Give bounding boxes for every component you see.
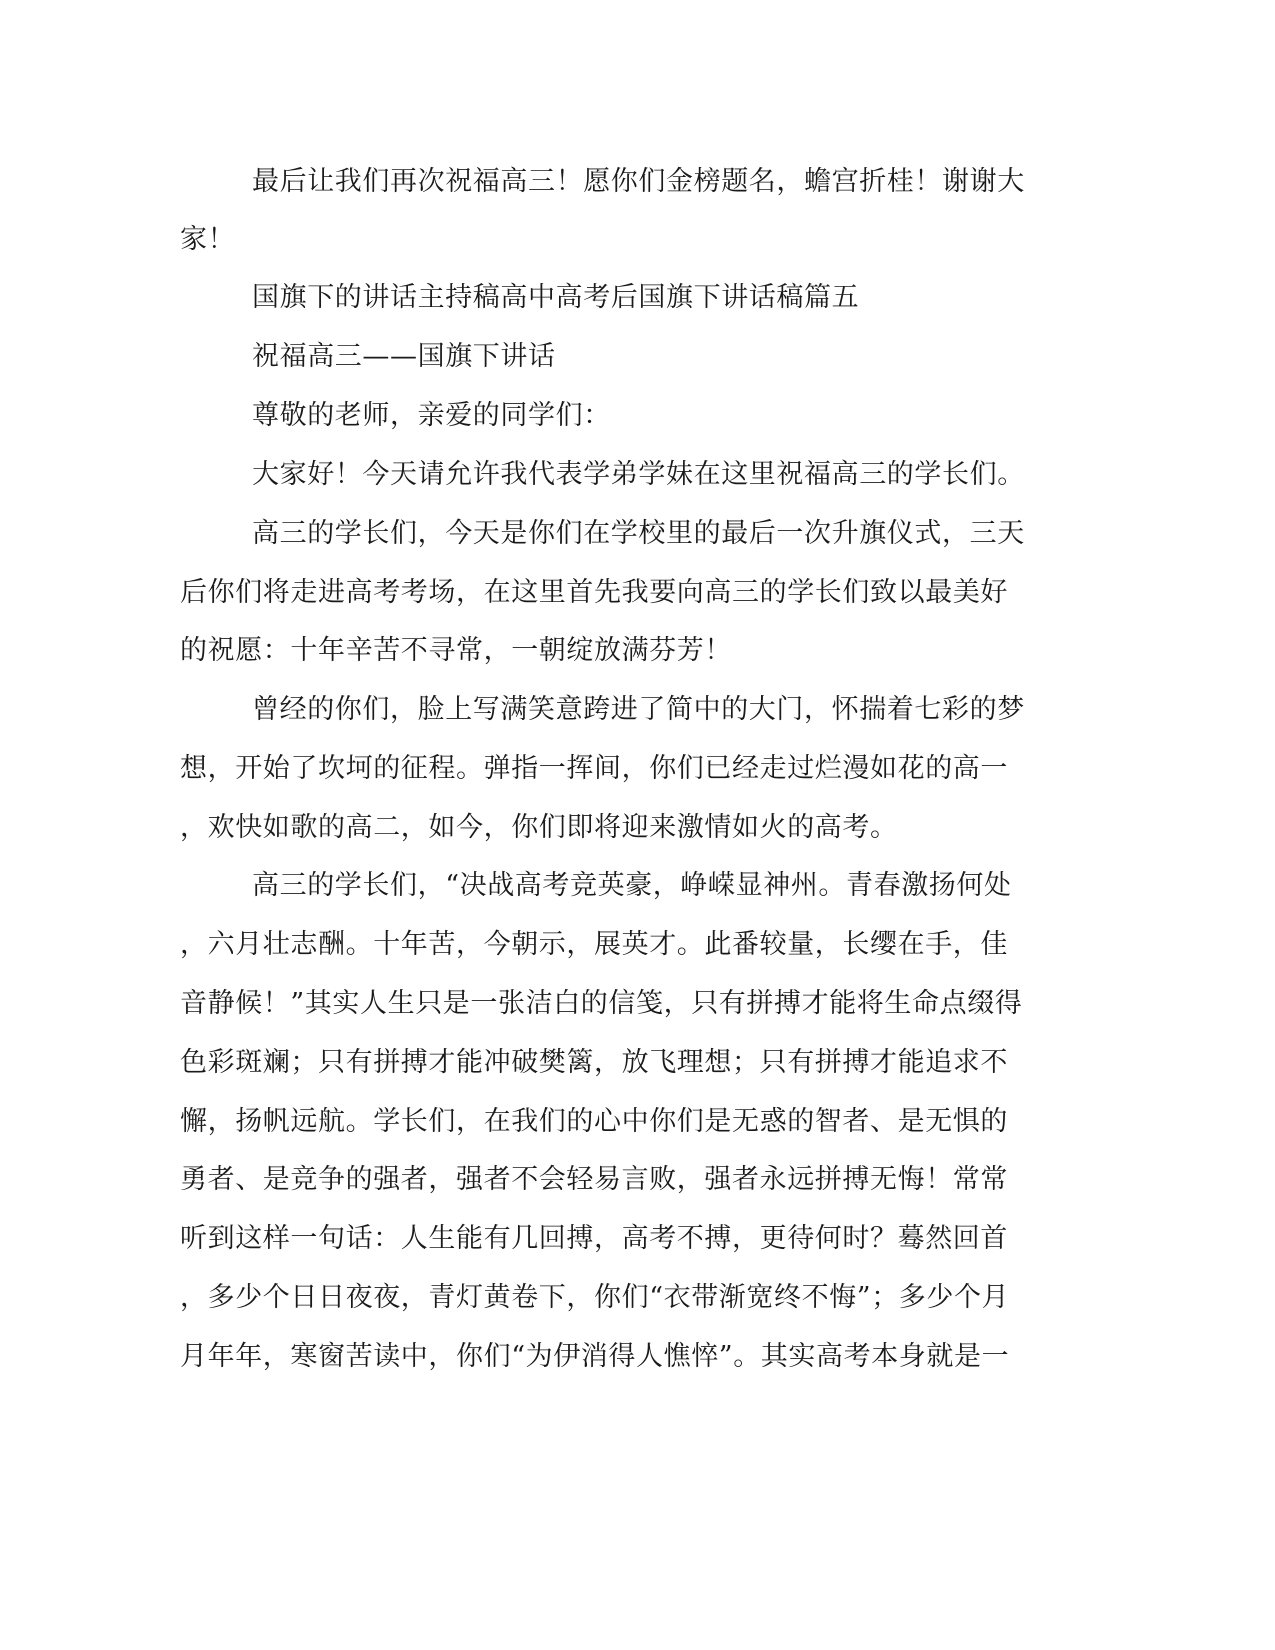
paragraph-2-line-3: ，欢快如歌的高二，如今，你们即将迎来激情如火的高考。 xyxy=(180,812,898,843)
paragraph-1-line-1: 高三的学长们，今天是你们在学校里的最后一次升旗仪式，三天 xyxy=(252,518,1025,549)
paragraph-3-line-5: 懈，扬帆远航。学长们，在我们的心中你们是无惑的智者、是无惧的 xyxy=(180,1106,1008,1137)
greeting-paragraph: 大家好！今天请允许我代表学弟学妹在这里祝福高三的学长们。 xyxy=(252,459,1025,490)
salutation: 尊敬的老师，亲爱的同学们： xyxy=(252,400,611,431)
paragraph-closing-wishes-cont: 家！ xyxy=(180,224,236,255)
paragraph-3-line-4: 色彩斑斓；只有拼搏才能冲破樊篱，放飞理想；只有拼搏才能追求不 xyxy=(180,1047,1008,1078)
paragraph-2-line-1: 曾经的你们，脸上写满笑意跨进了简中的大门，怀揣着七彩的梦 xyxy=(252,694,1025,725)
paragraph-1-line-3: 的祝愿：十年辛苦不寻常，一朝绽放满芬芳！ xyxy=(180,635,732,666)
paragraph-3-line-9: 月年年，寒窗苦读中，你们“为伊消得人憔悴”。其实高考本身就是一 xyxy=(180,1341,1010,1372)
paragraph-3-line-6: 勇者、是竞争的强者，强者不会轻易言败，强者永远拼搏无悔！常常 xyxy=(180,1164,1008,1195)
paragraph-3-line-1: 高三的学长们，“决战高考竞英豪，峥嵘显神州。青春激扬何处 xyxy=(252,870,1012,901)
paragraph-closing-wishes: 最后让我们再次祝福高三！愿你们金榜题名，蟾宫折桂！谢谢大 xyxy=(252,166,1025,197)
section-heading: 国旗下的讲话主持稿高中高考后国旗下讲话稿篇五 xyxy=(252,282,860,313)
paragraph-3-line-3: 音静候！”其实人生只是一张洁白的信笺，只有拼搏才能将生命点缀得 xyxy=(180,988,1023,1019)
paragraph-2-line-2: 想，开始了坎坷的征程。弹指一挥间，你们已经走过烂漫如花的高一 xyxy=(180,753,1008,784)
paragraph-3-line-2: ，六月壮志酬。十年苦，今朝示，展英才。此番较量，长缨在手，佳 xyxy=(180,929,1008,960)
paragraph-1-line-2: 后你们将走进高考考场，在这里首先我要向高三的学长们致以最美好 xyxy=(180,577,1008,608)
paragraph-3-line-8: ，多少个日日夜夜，青灯黄卷下，你们“衣带渐宽终不悔”；多少个月 xyxy=(180,1282,1010,1313)
speech-title: 祝福高三——国旗下讲话 xyxy=(252,341,556,372)
paragraph-3-line-7: 听到这样一句话：人生能有几回搏，高考不搏，更待何时？蓦然回首 xyxy=(180,1223,1008,1254)
